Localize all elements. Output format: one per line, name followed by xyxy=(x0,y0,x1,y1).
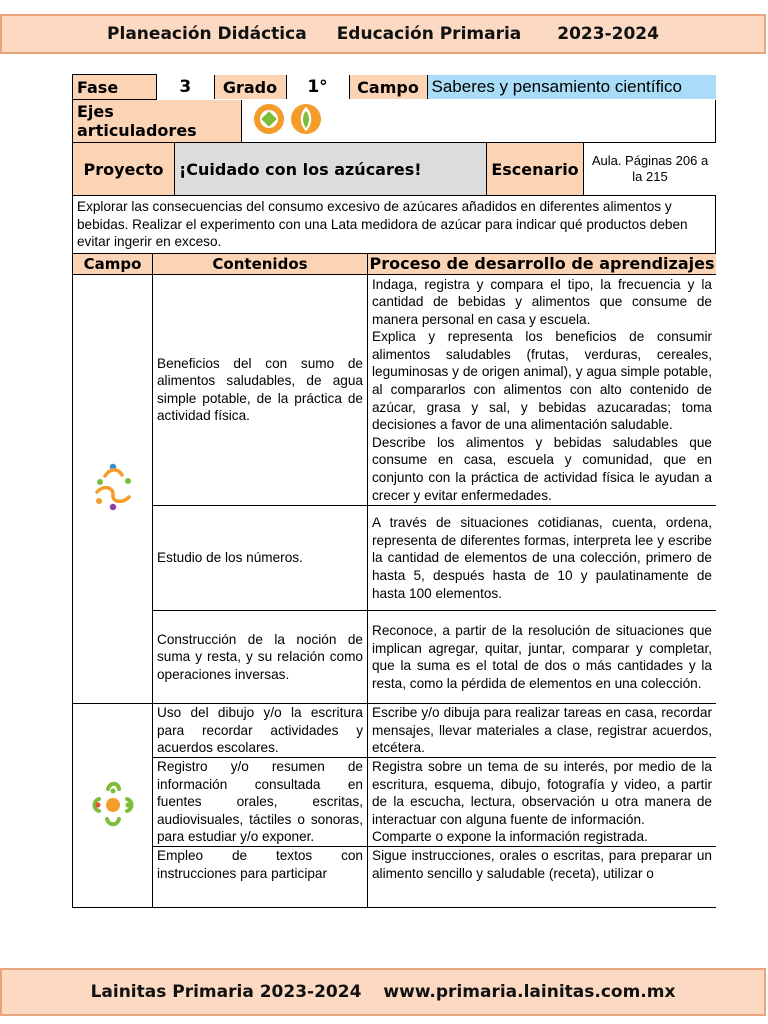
table-row xyxy=(73,758,717,847)
campo-value: Saberes y pensamiento científico xyxy=(427,75,716,99)
content-table xyxy=(72,254,716,908)
contenido-cell: Construcción de la noción de suma y resta, y su relación como operaciones inversas. xyxy=(153,611,368,704)
proceso-paragraph: Describe los alimentos y bebidas saludables que consume en casa, escuela y comunidad, que en conjunto con la práctica de actividad física le ayudan a crecer y evitar enfermedades. xyxy=(372,434,712,503)
proceso-paragraph: A través de situaciones cotidianas, cuenta, ordena, representa de diferentes formas, interpreta lee y escribe la cantidad de elementos de una colección, primero de hasta 5, después hasta de 10 y paulatinamente de hasta 100 elementos. xyxy=(372,515,712,601)
proyecto-label: Proyecto xyxy=(73,143,175,196)
grado-value: 1° xyxy=(286,75,349,99)
ejes-table xyxy=(72,100,716,143)
eje-vida-saludable-icon xyxy=(291,104,321,134)
proceso-paragraph: Explica y representa los beneficios de consumir alimentos saludables (frutas, verduras, cereales, leguminosas y de origen animal), y agua simple potable, al compararlos con alimentos con alto contenido de azúcar, grasa y sal, y bebidas azucaradas; toma decisiones a favor de una alimentación saludable. xyxy=(372,329,712,433)
ejes-icons xyxy=(250,100,330,138)
footer-url[interactable]: www.primaria.lainitas.com.mx xyxy=(383,982,676,1002)
proceso-cell xyxy=(368,274,717,506)
fase-value: 3 xyxy=(157,75,214,99)
proceso-paragraph: Reconoce, a partir de la resolución de situaciones que implican agregar, quitar, juntar, comparar y completar, que la suma es el total de dos o más cantidades y la resta, como la pérdida de elementos en una colección. xyxy=(372,623,712,691)
header-title: Planeación Didáctica xyxy=(107,24,307,44)
column-header-contenidos: Contenidos xyxy=(153,254,368,275)
table-row xyxy=(73,704,717,758)
campo-saberes-icon xyxy=(88,462,138,512)
header-level: Educación Primaria xyxy=(336,24,522,44)
contenido-cell: Registro y/o resumen de información consultada en fuentes orales, escritas, audiovisuales, táctiles o sonoras, para estudiar y/o exponer. xyxy=(153,758,368,847)
header-banner xyxy=(0,14,766,54)
column-header-campo: Campo xyxy=(73,254,153,275)
table-row xyxy=(73,274,717,506)
proceso-paragraph: Indaga, registra y compara el tipo, la frecuencia y la cantidad de bebidas y alimentos que consume de manera personal en casa y escuela. xyxy=(372,276,712,327)
footer-banner xyxy=(0,968,766,1016)
grado-label: Grado xyxy=(214,75,286,99)
description-table xyxy=(72,196,716,254)
campo-lenguajes-icon xyxy=(90,779,136,829)
proceso-cell xyxy=(368,506,717,611)
info-table xyxy=(72,74,716,100)
proceso-cell xyxy=(368,704,717,758)
planning-sheet xyxy=(72,74,716,960)
table-row xyxy=(73,506,717,611)
column-header-proceso: Proceso de desarrollo de aprendizajes xyxy=(369,254,715,273)
proceso-cell xyxy=(368,611,717,704)
table-row xyxy=(73,611,717,704)
escenario-value: Aula. Páginas 206 a la 215 xyxy=(584,143,717,196)
fase-label: Fase xyxy=(73,75,157,100)
table-row xyxy=(73,846,717,907)
ejes-label: Ejes articuladores xyxy=(73,100,242,143)
proyecto-table xyxy=(72,143,716,196)
header-year: 2023-2024 xyxy=(557,24,659,44)
contenido-cell: Estudio de los números. xyxy=(153,506,368,611)
proyecto-value: ¡Cuidado con los azúcares! xyxy=(175,143,487,196)
proceso-cell xyxy=(368,846,717,907)
eje-inclusion-icon xyxy=(254,104,284,134)
contenido-cell: Beneficios del con sumo de alimentos saludables, de agua simple potable, de la práctica de actividad física. xyxy=(153,274,368,506)
proceso-paragraph: Registra sobre un tema de su interés, por medio de la escritura, esquema, dibujo, fotografía y video, a partir de la escucha, lectura, observación u otra manera de interactuar con alguna fuente de información. xyxy=(372,759,712,827)
proceso-paragraph: Sigue instrucciones, orales o escritas, para preparar un alimento sencillo y saludable (receta), utilizar o xyxy=(372,847,712,881)
proceso-paragraph: Comparte o expone la información registrada. xyxy=(372,829,648,845)
escenario-label: Escenario xyxy=(487,143,584,196)
proceso-cell xyxy=(368,758,717,847)
project-description: Explorar las consecuencias del consumo excesivo de azúcares añadidos en diferentes alimentos y bebidas. Realizar el experimento con una Lata medidora de azúcar para indicar qué productos deben evitar ingerir en exceso. xyxy=(73,196,716,253)
proceso-paragraph: Escribe y/o dibuja para realizar tareas en casa, recordar mensajes, llevar materiales a clase, registrar acuerdos, etcétera. xyxy=(372,705,712,756)
campo-label: Campo xyxy=(349,75,427,99)
contenido-cell: Empleo de textos con instrucciones para participar xyxy=(153,846,368,907)
footer-left: Lainitas Primaria 2023-2024 xyxy=(90,982,362,1002)
contenido-cell: Uso del dibujo y/o la escritura para recordar actividades y acuerdos escolares. xyxy=(153,704,368,758)
